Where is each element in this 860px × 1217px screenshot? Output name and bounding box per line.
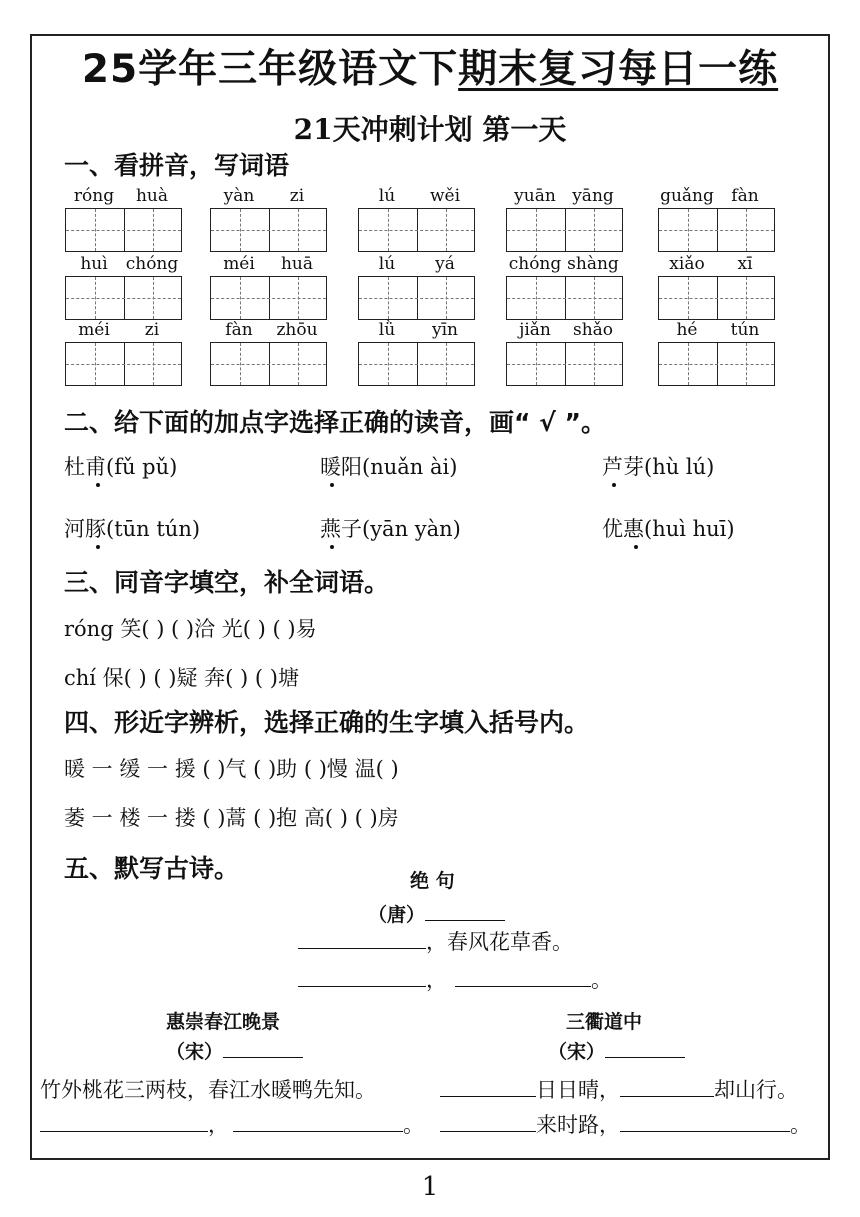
s2-item-6: 优惠(huì huī) [602,517,735,541]
writing-box[interactable] [210,208,327,252]
poem3-line1: 日日晴， 却山行。 [440,1076,798,1104]
pinyin-label: jiǎn [519,320,551,340]
section-2-heading: 二、给下面的加点字选择正确的读音，画“ √ ”。 [64,408,606,437]
writing-box[interactable] [658,342,775,386]
poem3-dynasty-line [548,1037,685,1064]
writing-box[interactable] [65,342,182,386]
pinyin-label: yàn [223,186,255,206]
verse-blank[interactable] [298,928,426,949]
verse-blank[interactable] [298,966,426,987]
verse-blank[interactable] [440,1076,536,1097]
verse-blank[interactable] [233,1111,403,1132]
section-5-heading: 五、默写古诗。 [64,854,240,883]
poem2-line2: ， 。 [40,1111,424,1139]
writing-box[interactable] [658,276,775,320]
emphasis-dot [96,483,100,487]
poem3-dynasty: （宋） [548,1041,606,1063]
writing-box[interactable] [506,208,623,252]
pinyin-label: zhōu [276,320,318,340]
s3-line-2: chí 保( ) ( )疑 奔( ) ( )塘 [64,666,299,690]
writing-box[interactable] [65,276,182,320]
writing-box[interactable] [358,342,475,386]
pinyin-label: chóng [508,254,562,274]
s2-item-5: 燕子(yān yàn) [320,517,461,541]
writing-box[interactable] [506,276,623,320]
page-subtitle: 21天冲刺计划 第一天 [293,113,567,146]
page-number: 1 [421,1172,439,1202]
writing-box[interactable] [65,208,182,252]
pinyin-label: hé [676,320,698,340]
s2-item-1: 杜甫(fǔ pǔ) [64,455,178,479]
emphasis-dot [330,545,334,549]
writing-box[interactable] [658,208,775,252]
writing-box[interactable] [210,276,327,320]
pinyin-label: lǜ [378,320,396,340]
title-part1: 25学年三年级语文下 [81,47,459,92]
poem2-line1: 竹外桃花三两枝，春江水暖鸭先知。 [40,1078,376,1102]
poem3-line2: 来时路， 。 [440,1111,811,1139]
verse-blank[interactable] [40,1111,208,1132]
poem1-line1: ，春风花草香。 [298,928,573,956]
s2-item-4: 河豚(tūn tún) [64,517,201,541]
poem1-title: 绝 句 [410,870,455,892]
section-4-heading: 四、形近字辨析，选择正确的生字填入括号内。 [64,708,590,737]
author-blank[interactable] [605,1037,685,1058]
s3-line-1: róng 笑( ) ( )洽 光( ) ( )易 [64,617,317,641]
pinyin-label: zi [144,320,160,340]
emphasis-dot [634,545,638,549]
poem1-dynasty: （唐） [368,904,426,926]
pinyin-label: yuān [514,186,556,206]
poem2-dynasty-line [166,1037,303,1064]
writing-box[interactable] [210,342,327,386]
s2-item-2: 暖阳(nuǎn ài) [320,455,458,479]
pinyin-label: shàng [567,254,619,274]
pinyin-label: lú [378,254,396,274]
pinyin-label: méi [223,254,255,274]
pinyin-label: guǎng [660,186,714,206]
poem2-dynasty: （宋） [166,1041,224,1063]
pinyin-label: róng [73,186,115,206]
verse-blank[interactable] [440,1111,536,1132]
writing-box[interactable] [506,342,623,386]
pinyin-label: shǎo [572,320,614,340]
author-blank[interactable] [425,900,505,921]
pinyin-label: xī [737,254,753,274]
pinyin-label: huā [280,254,314,274]
emphasis-dot [330,483,334,487]
poem3-title: 三衢道中 [566,1011,643,1033]
pinyin-label: lú [378,186,396,206]
pinyin-label: zi [289,186,305,206]
poem2-title: 惠崇春江晚景 [166,1011,281,1033]
s4-line-2: 萎 一 楼 一 搂 ( )蒿 ( )抱 高( ) ( )房 [64,806,399,830]
page-title [0,44,860,96]
pinyin-label: méi [78,320,110,340]
pinyin-label: huà [135,186,169,206]
pinyin-label: yīn [432,320,458,340]
pinyin-label: huì [80,254,108,274]
pinyin-label: chóng [125,254,179,274]
pinyin-label: tún [730,320,760,340]
poem1-line2: ， 。 [298,966,612,994]
pinyin-label: yá [435,254,455,274]
pinyin-label: fàn [225,320,253,340]
poem1-dynasty-line [368,900,505,927]
verse-blank[interactable] [620,1111,790,1132]
s2-item-3: 芦芽(hù lú) [602,455,715,479]
pinyin-label: wěi [429,186,461,206]
verse-blank[interactable] [455,966,591,987]
section-1-heading: 一、看拼音，写词语 [64,151,290,180]
pinyin-label: yāng [572,186,614,206]
section-3-heading: 三、同音字填空，补全词语。 [64,568,390,597]
writing-box[interactable] [358,276,475,320]
pinyin-label: xiǎo [669,254,705,274]
title-part2: 期末复习每日一练 [458,47,779,92]
emphasis-dot [612,483,616,487]
s4-line-1: 暖 一 缓 一 援 ( )气 ( )助 ( )慢 温( ) [64,757,399,781]
author-blank[interactable] [223,1037,303,1058]
verse-blank[interactable] [620,1076,714,1097]
emphasis-dot [96,545,100,549]
writing-box[interactable] [358,208,475,252]
pinyin-label: fàn [731,186,759,206]
